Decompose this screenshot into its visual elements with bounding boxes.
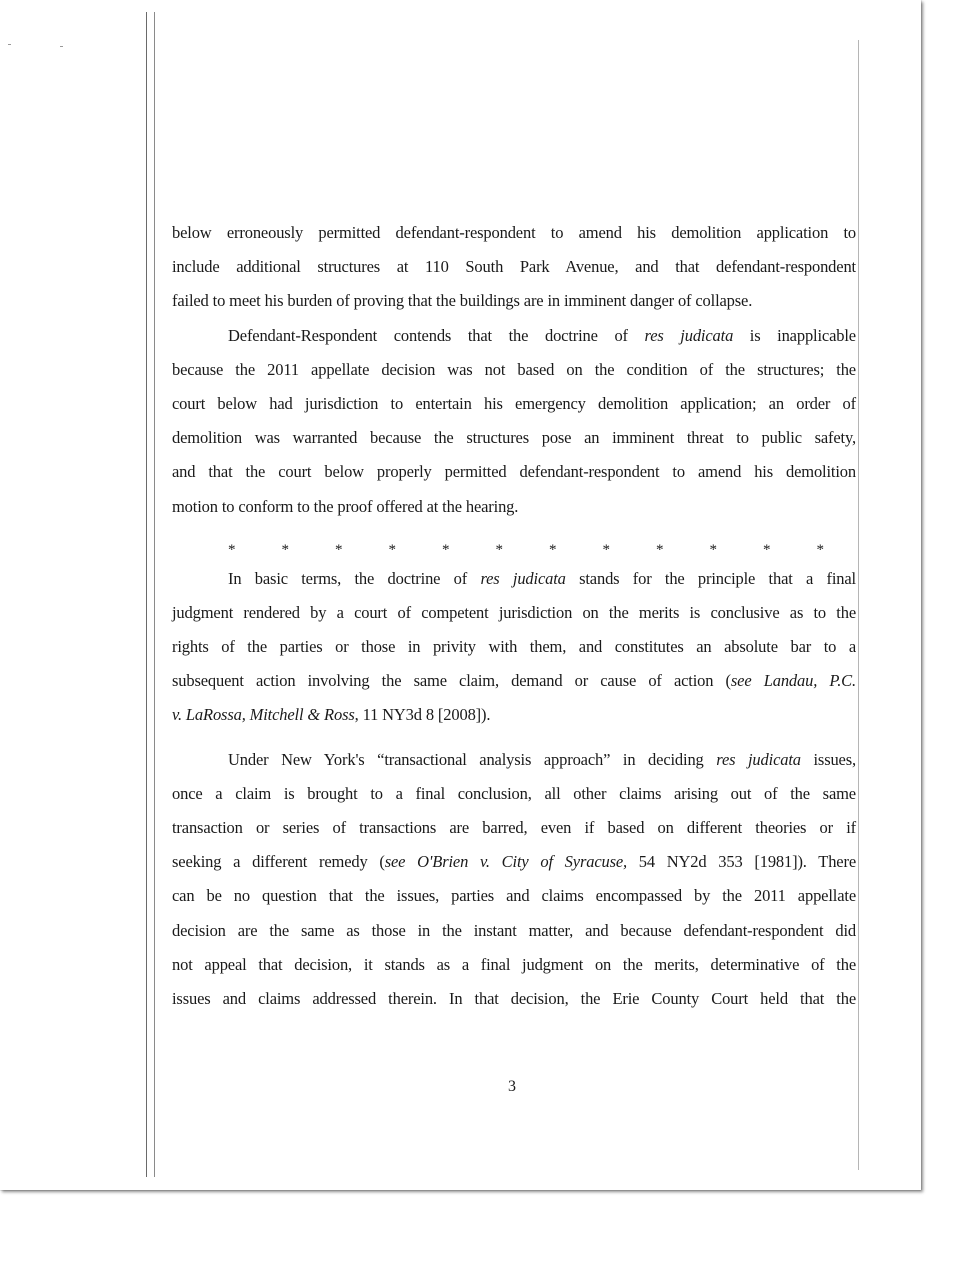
text-line: rights of the parties or those in privity with them, and constitutes an absolute bar to a [172,637,856,657]
paragraph-1 [172,216,856,319]
separator-star: * [709,542,717,558]
margin-rule-right [858,40,859,1170]
separator-star: * [495,542,503,558]
text-line: below erroneously permitted defendant-respondent to amend his demolition application to [172,223,856,242]
separator-star: * [335,542,343,558]
text-line: issues and claims addressed therein. In that decision, the Erie County Court held that the [172,988,856,1008]
paragraph-gap [172,733,856,743]
text-line: once a claim is brought to a final conclusion, all other claims arising out of the same [172,783,856,803]
separator-star: * [442,542,450,558]
text-line: can be no question that the issues, parties and claims encompassed by the 2011 appellate [172,886,856,906]
text-line: court below had jurisdiction to entertain his emergency demolition application; an order of [172,393,856,413]
margin-rule-left-outer [146,12,147,1177]
text-line: demolition was warranted because the structures pose an imminent threat to public safety, [172,428,856,448]
text-line: include additional structures at 110 South Park Avenue, and that defendant-respondent [172,257,856,277]
section-separator [228,538,824,562]
separator-star: * [281,542,289,558]
scan-speck [8,44,11,45]
text-line: subsequent action involving the same claim, demand or cause of action (see Landau, P.C. [172,671,856,691]
separator-star: * [388,542,396,558]
text-line: and that the court below properly permitted defendant-respondent to amend his demolition [172,462,856,482]
text-line: motion to conform to the proof offered at the hearing. [172,496,519,516]
paragraph-3 [172,562,856,733]
separator-star: * [816,542,824,558]
scan-speck [60,46,63,47]
text-line: not appeal that decision, it stands as a final judgment on the merits, determinative of the [172,954,856,974]
text-line: Defendant-Respondent contends that the doctrine of res judicata is inapplicable [228,325,856,345]
text-line: decision are the same as those in the instant matter, and because defendant-respondent did [172,920,856,940]
separator-star: * [602,542,610,558]
text-line: judgment rendered by a court of competent jurisdiction on the merits is conclusive as to the [172,602,856,622]
margin-rule-left-inner [154,12,155,1177]
text-line: because the 2011 appellate decision was not based on the condition of the structures; the [172,359,856,379]
text-line: failed to meet his burden of proving that the buildings are in imminent danger of collapse. [172,291,753,311]
paragraph-2 [172,319,856,524]
separator-star: * [228,542,236,558]
page-number: 3 [508,1078,516,1095]
text-line: v. LaRossa, Mitchell & Ross, 11 NY3d 8 [2008]). [172,705,491,725]
text-line: seeking a different remedy (see O'Brien v. City of Syracuse, 54 NY2d 353 [1981]). There [172,852,856,872]
text-line: Under New York's “transactional analysis approach” in deciding res judicata issues, [228,749,856,769]
text-line: In basic terms, the doctrine of res judicata stands for the principle that a final [228,568,856,588]
separator-star: * [656,542,664,558]
document-body [172,216,856,1016]
separator-star: * [763,542,771,558]
text-line: transaction or series of transactions are barred, even if based on different theories or if [172,818,856,837]
separator-star: * [549,542,557,558]
paragraph-4 [172,743,856,1017]
